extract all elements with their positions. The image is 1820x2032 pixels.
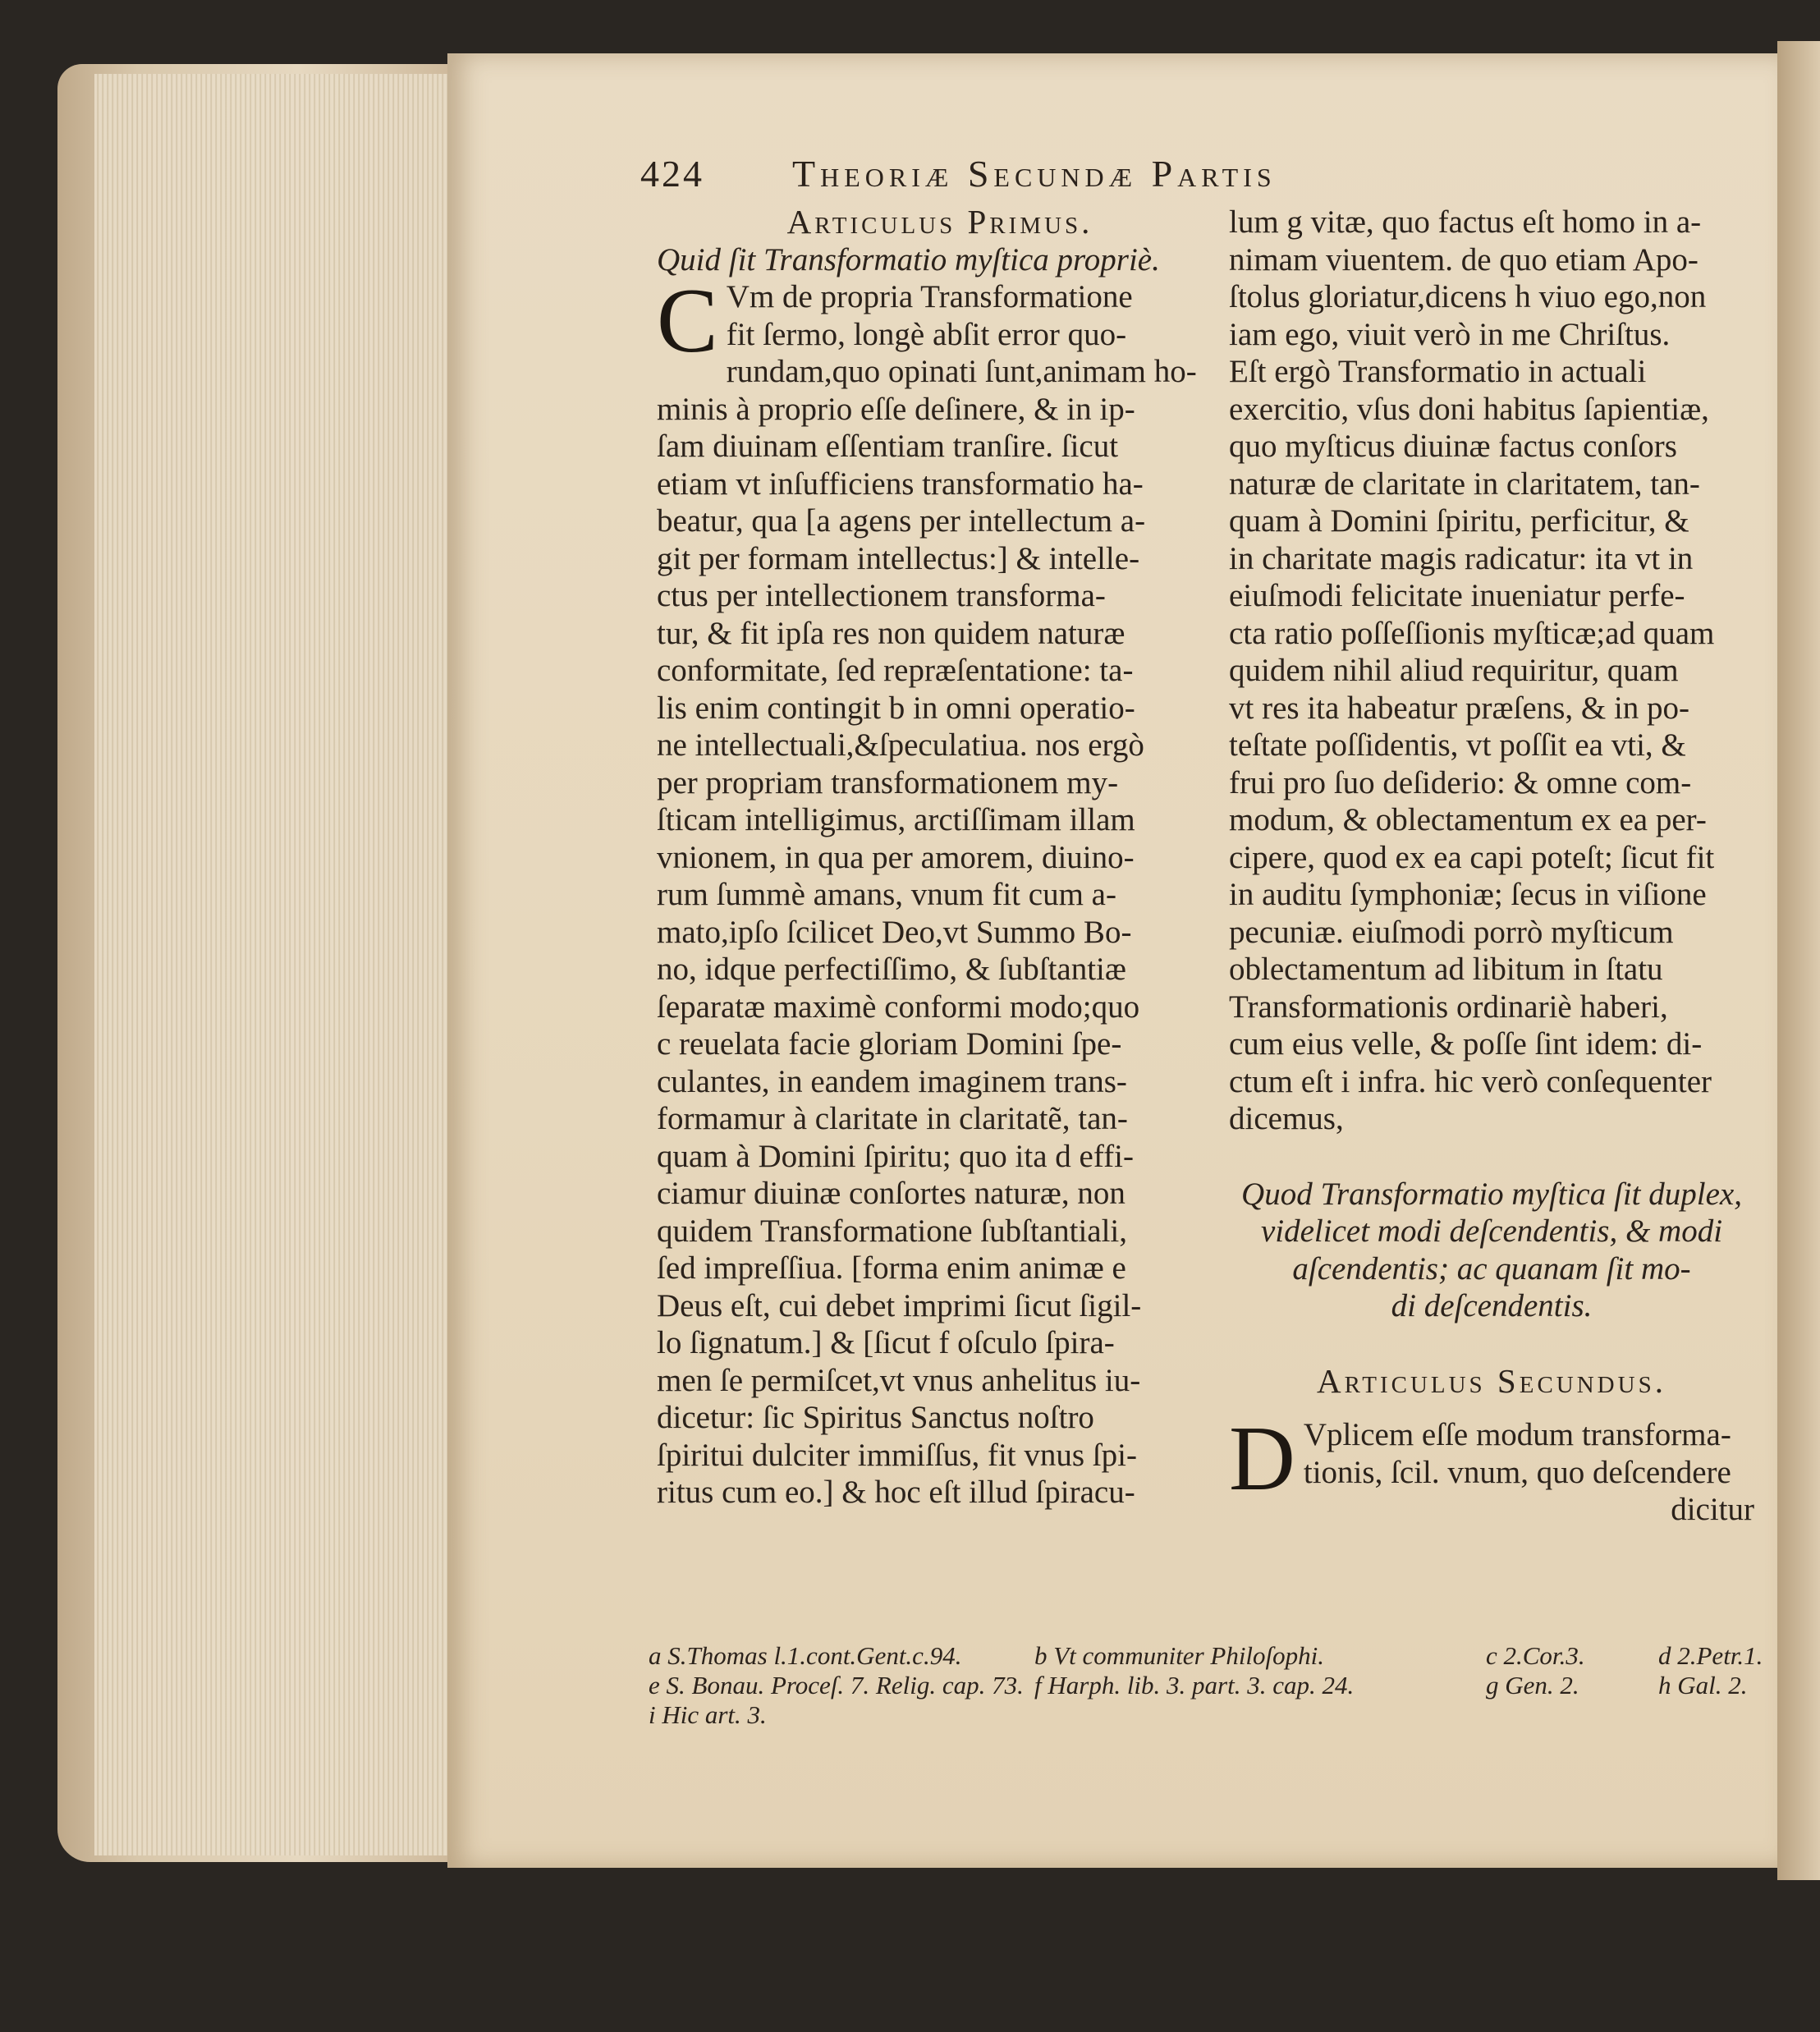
text-line: ſam diuinam eſſentiam tranſire. ſicut	[657, 429, 1119, 464]
running-header	[640, 152, 1617, 201]
footnote-a: a S.Thomas l.1.cont.Gent.c.94.	[649, 1641, 962, 1670]
text-line: quidem nihil aliud requiritur, quam	[1229, 653, 1679, 688]
footnote-row-1	[649, 1642, 1781, 1672]
text-line: rum ſummè amans, vnum fit cum a-	[657, 877, 1116, 912]
footnote-h: h Gal. 2.	[1658, 1671, 1748, 1699]
text-line: cipere, quod ex ea capi poteſt; ſicut fit	[1229, 839, 1715, 875]
text-line: aſcendentis; ac quanam ſit mo-	[1292, 1250, 1691, 1287]
text-line: dicemus,	[1229, 1101, 1344, 1136]
footnotes	[649, 1642, 1781, 1731]
right-column	[1229, 204, 1754, 1529]
text-line: Vplicem eſſe modum transforma-	[1303, 1417, 1731, 1452]
footnote-i: i Hic art. 3.	[649, 1700, 767, 1729]
footnote-row-2	[649, 1672, 1781, 1701]
text-line: modum, & oblectamentum ex ea per-	[1229, 802, 1707, 837]
text-line: ſpiritui dulciter immiſſus, fit vnus ſpi-	[657, 1437, 1137, 1473]
right-body-top	[1229, 204, 1754, 1138]
text-line: ciamur diuinæ conſortes naturæ, non	[657, 1176, 1125, 1211]
section-subheading	[1229, 1176, 1754, 1325]
text-line: vnionem, in qua per amorem, diuino-	[657, 839, 1135, 875]
text-line: videlicet modi deſcendentis, & modi	[1260, 1213, 1723, 1249]
right-body-bottom	[1229, 1408, 1754, 1529]
footnote-f: f Harph. lib. 3. part. 3. cap. 24.	[1034, 1671, 1355, 1699]
text-line: conformitate, ſed repræſentatione: ta-	[657, 653, 1134, 688]
text-line: lum g vitæ, quo factus eſt homo in a-	[1229, 204, 1702, 240]
footnote-g: g Gen. 2.	[1486, 1671, 1579, 1699]
text-line: eiuſmodi felicitate inueniatur perfe-	[1229, 578, 1685, 613]
text-line: etiam vt inſufficiens transformatio ha-	[657, 466, 1144, 502]
text-line: git per formam intellectus:] & intelle-	[657, 540, 1140, 576]
text-line: ctus per intellectionem transforma-	[657, 578, 1106, 613]
text-line: lo ſignatum.] & [ſicut f oſculo ſpira-	[657, 1325, 1115, 1360]
text-line: quam à Domini ſpiritu; quo ita d effi-	[657, 1138, 1134, 1174]
text-line: Transformationis ordinariè haberi,	[1229, 988, 1668, 1025]
text-line: Eſt ergò Transformatio in actuali	[1229, 354, 1647, 389]
footnote-b: b Vt communiter Philoſophi.	[1034, 1641, 1325, 1670]
text-line: nimam viuentem. de quo etiam Apo-	[1229, 241, 1699, 278]
text-line: di deſcendentis.	[1391, 1288, 1593, 1323]
text-line: tur, & fit ipſa res non quidem naturæ	[657, 615, 1125, 651]
left-body	[657, 270, 1223, 1511]
text-line: fit ſermo, longè abſit error quo-	[726, 316, 1127, 352]
text-line: lis enim contingit b in omni operatio-	[657, 690, 1135, 726]
text-line: cum eius velle, & poſſe ſint idem: di-	[1229, 1026, 1703, 1062]
text-line: ſeparatæ maximè conformi modo;quo	[657, 988, 1140, 1025]
text-line: beatur, qua [a agens per intellectum a-	[657, 503, 1146, 539]
dropcap: C	[657, 270, 718, 372]
text-line: oblectamentum ad libitum in ſtatu	[1229, 952, 1663, 987]
text-line: men ſe permiſcet,vt vnus anhelitus iu-	[657, 1362, 1141, 1398]
text-line: dicitur	[1671, 1492, 1754, 1527]
text-line: formamur à claritate in claritatẽ, tan-	[657, 1101, 1128, 1136]
article-subheading: Quid ſit Transformatio myſtica propriè.	[657, 241, 1160, 278]
text-line: dicetur: ſic Spiritus Sanctus noſtro	[657, 1400, 1094, 1435]
footnote-c: c 2.Cor.3.	[1486, 1641, 1585, 1670]
facing-page-edge	[1777, 41, 1820, 1880]
text-line: in charitate magis radicatur: ita vt in	[1229, 540, 1694, 576]
text-line: exercitio, vſus doni habitus ſapientiæ,	[1229, 391, 1709, 427]
footnote-row-3	[649, 1701, 1781, 1731]
text-line: vt res ita habeatur præſens, & in po-	[1229, 690, 1690, 726]
article-heading-2: Articulus Secundus.	[1317, 1361, 1666, 1400]
dropcap-2: D	[1229, 1408, 1295, 1510]
text-line: c reuelata facie gloriam Domini ſpe-	[657, 1026, 1122, 1062]
text-line: cta ratio poſſeſſionis myſticæ;ad quam	[1229, 615, 1715, 651]
text-line: no, idque perfectiſſimo, & ſubſtantiæ	[657, 952, 1126, 987]
text-line: ſed impreſſiua. [forma enim animæ e	[657, 1250, 1126, 1286]
text-line: Deus eſt, cui debet imprimi ſicut ſigil-	[657, 1287, 1142, 1323]
text-line: culantes, in eandem imaginem trans-	[657, 1063, 1127, 1099]
text-line: ſticam intelligimus, arctiſſimam illam	[657, 802, 1135, 837]
article-heading: Articulus Primus.	[786, 203, 1093, 241]
text-line: rundam,quo opinati ſunt,animam ho-	[726, 354, 1197, 389]
page-number: 424	[640, 153, 704, 195]
text-line: pecuniæ. eiuſmodi porrò myſticum	[1229, 914, 1674, 950]
text-line: Quod Transformatio myſtica ſit duplex,	[1241, 1176, 1742, 1212]
text-line: quam à Domini ſpiritu, perficitur, &	[1229, 503, 1689, 539]
text-line: ctum eſt i infra. hic verò conſequenter	[1229, 1063, 1712, 1099]
footnote-d: d 2.Petr.1.	[1658, 1641, 1763, 1670]
text-line: quidem Transformatione ſubſtantiali,	[657, 1213, 1128, 1249]
text-line: ritus cum eo.] & hoc eſt illud ſpiracu-	[657, 1475, 1135, 1510]
page-edges	[94, 74, 456, 1855]
text-line: teſtate poſſidentis, vt poſſit ea vti, &	[1229, 727, 1686, 763]
text-line: quo myſticus diuinæ factus conſors	[1229, 429, 1677, 464]
text-line: minis à proprio eſſe deſinere, & in ip-	[657, 391, 1135, 427]
text-line: ſtolus gloriatur,dicens h viuo ego,non	[1229, 279, 1707, 314]
running-title: Theoriæ Secundæ Partis	[792, 153, 1277, 195]
text-line: mato,ipſo ſcilicet Deo,vt Summo Bo-	[657, 914, 1132, 950]
text-line: in auditu ſymphoniæ; ſecus in viſione	[1229, 877, 1707, 912]
text-line: per propriam transformationem my-	[657, 764, 1119, 800]
footnote-e: e S. Bonau. Proceſ. 7. Relig. cap. 73.	[649, 1671, 1024, 1699]
text-line: iam ego, viuit verò in me Chriſtus.	[1229, 316, 1671, 352]
text-line: ne intellectuali,&ſpeculatiua. nos ergò	[657, 727, 1144, 763]
text-line: naturæ de claritate in claritatem, tan-	[1229, 466, 1700, 502]
text-line: Vm de propria Transformatione	[726, 279, 1133, 314]
text-line: frui pro ſuo deſiderio: & omne com-	[1229, 764, 1692, 800]
text-line: tionis, ſcil. vnum, quo deſcendere	[1303, 1454, 1731, 1490]
left-column	[657, 204, 1223, 1511]
